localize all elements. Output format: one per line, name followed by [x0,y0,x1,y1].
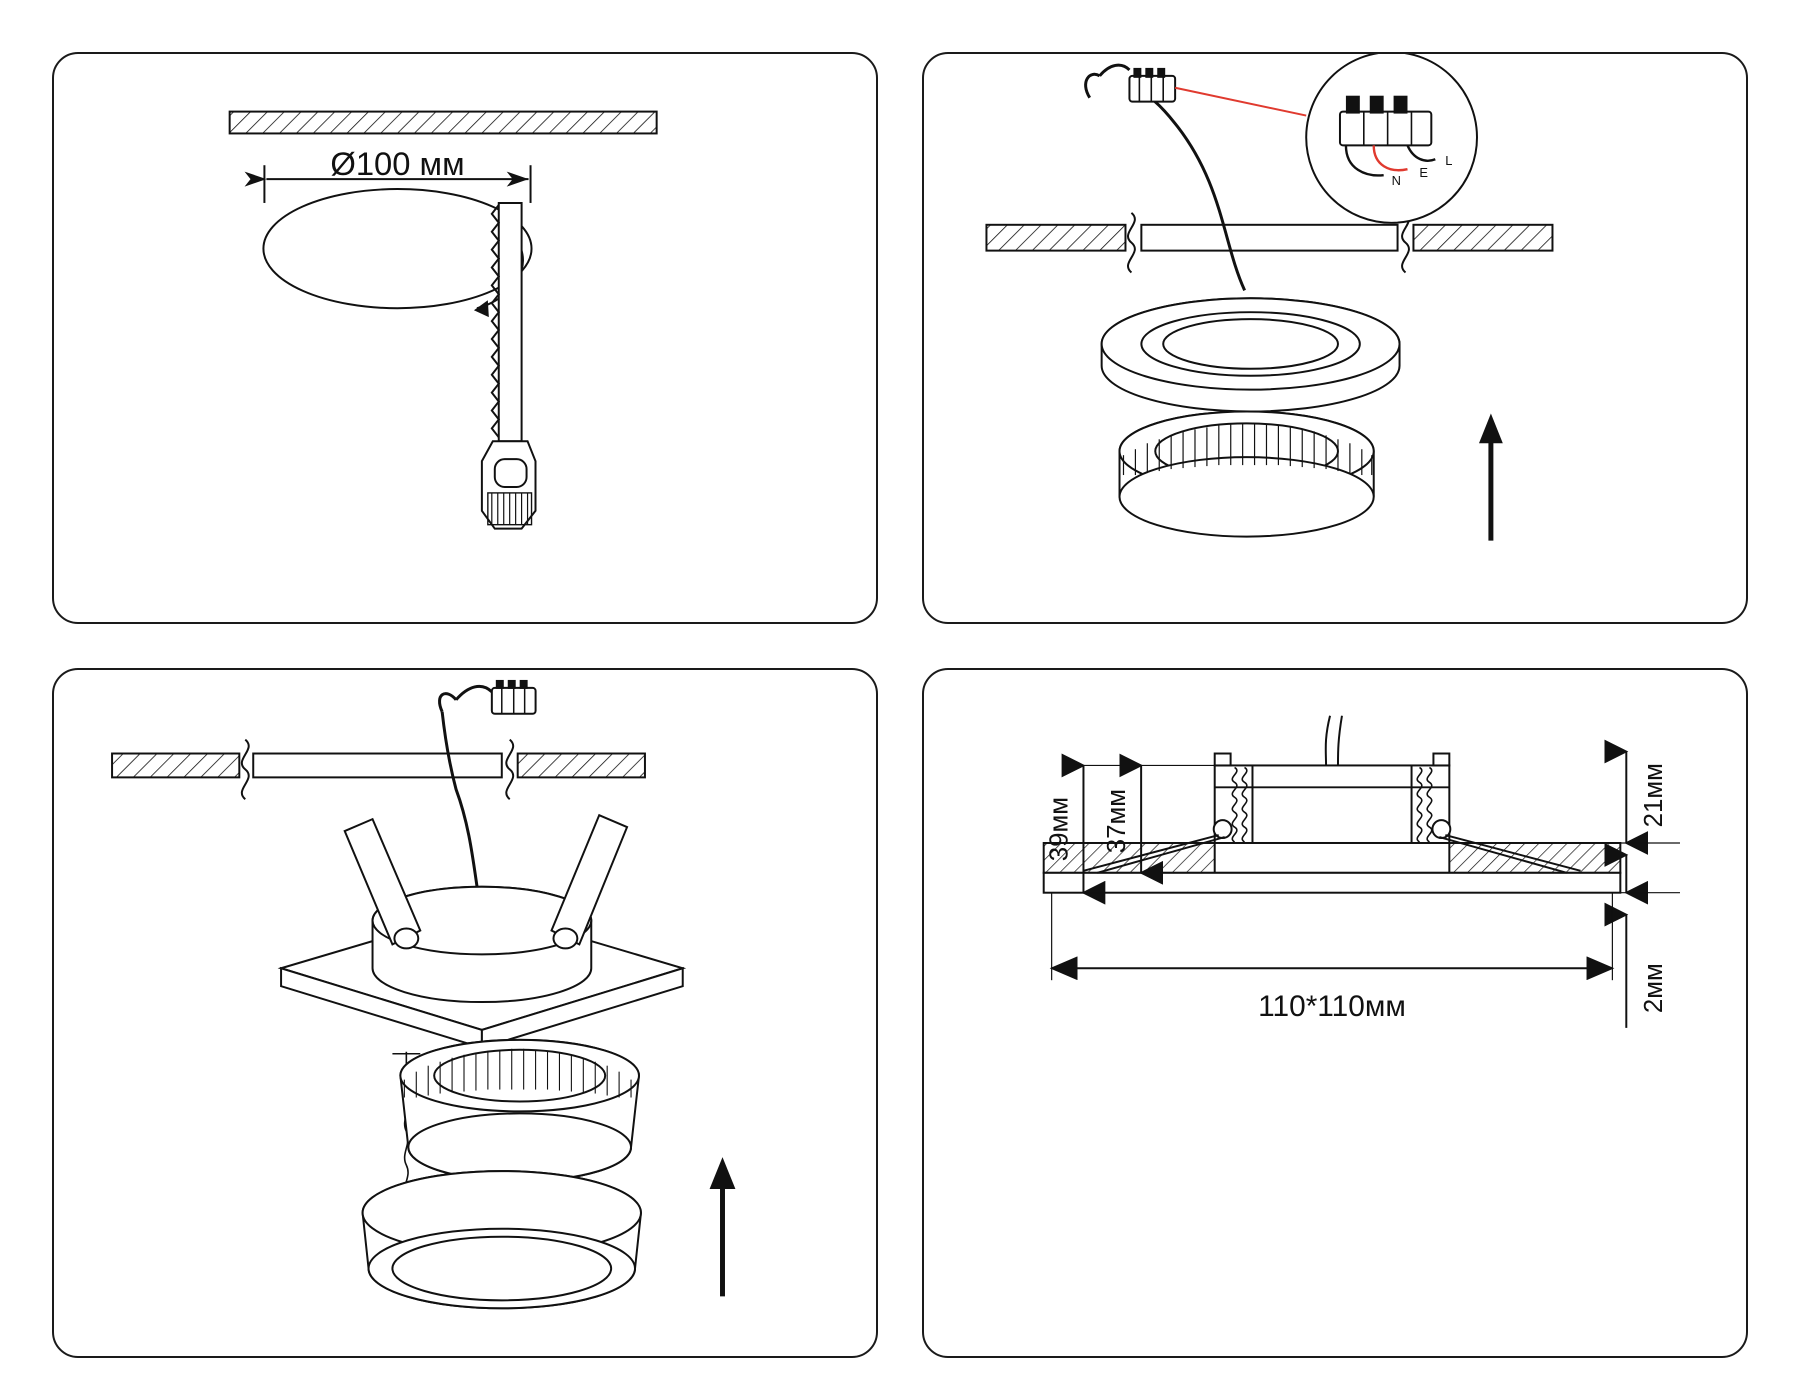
dimension-21mm-label: 21мм [1640,763,1669,828]
dimension-width [1052,893,1613,980]
terminal-n-label: N [1391,173,1401,189]
hole-ellipse [263,189,531,308]
terminal-block [1086,65,1176,102]
terminal-e-label: E [1419,165,1429,181]
panel-step-1 [52,52,878,624]
ceiling-section-hatch [112,740,645,800]
luminaire-ring [400,1040,639,1181]
dimension-width-label: 110*110мм [1258,989,1406,1023]
detail-callout-leader [1175,88,1306,116]
panel-step-3 [52,668,878,1358]
dimension-39mm-label: 39мм [1045,796,1074,862]
detail-circle [1306,54,1477,223]
terminal-l-label: L [1445,153,1453,169]
ceiling-section-hatch [986,213,1552,273]
ceiling-hatch-strip [230,112,657,134]
panel-step-4 [922,668,1748,1358]
hole-diameter-label: Ø100 мм [330,145,465,183]
luminaire-body [363,1171,641,1308]
terminal-block [440,680,536,714]
insert-direction-arrow [1479,413,1503,540]
power-cable [1137,90,1244,291]
hand-saw [482,203,536,529]
luminaire-ring [1102,298,1400,411]
luminaire-body [1120,411,1374,536]
dimension-37mm-label: 37мм [1103,788,1132,854]
cable [1326,716,1342,766]
insert-direction-arrow [710,1157,736,1296]
panel-step-2 [922,52,1748,624]
dimension-2mm-label: 2мм [1640,963,1669,1014]
